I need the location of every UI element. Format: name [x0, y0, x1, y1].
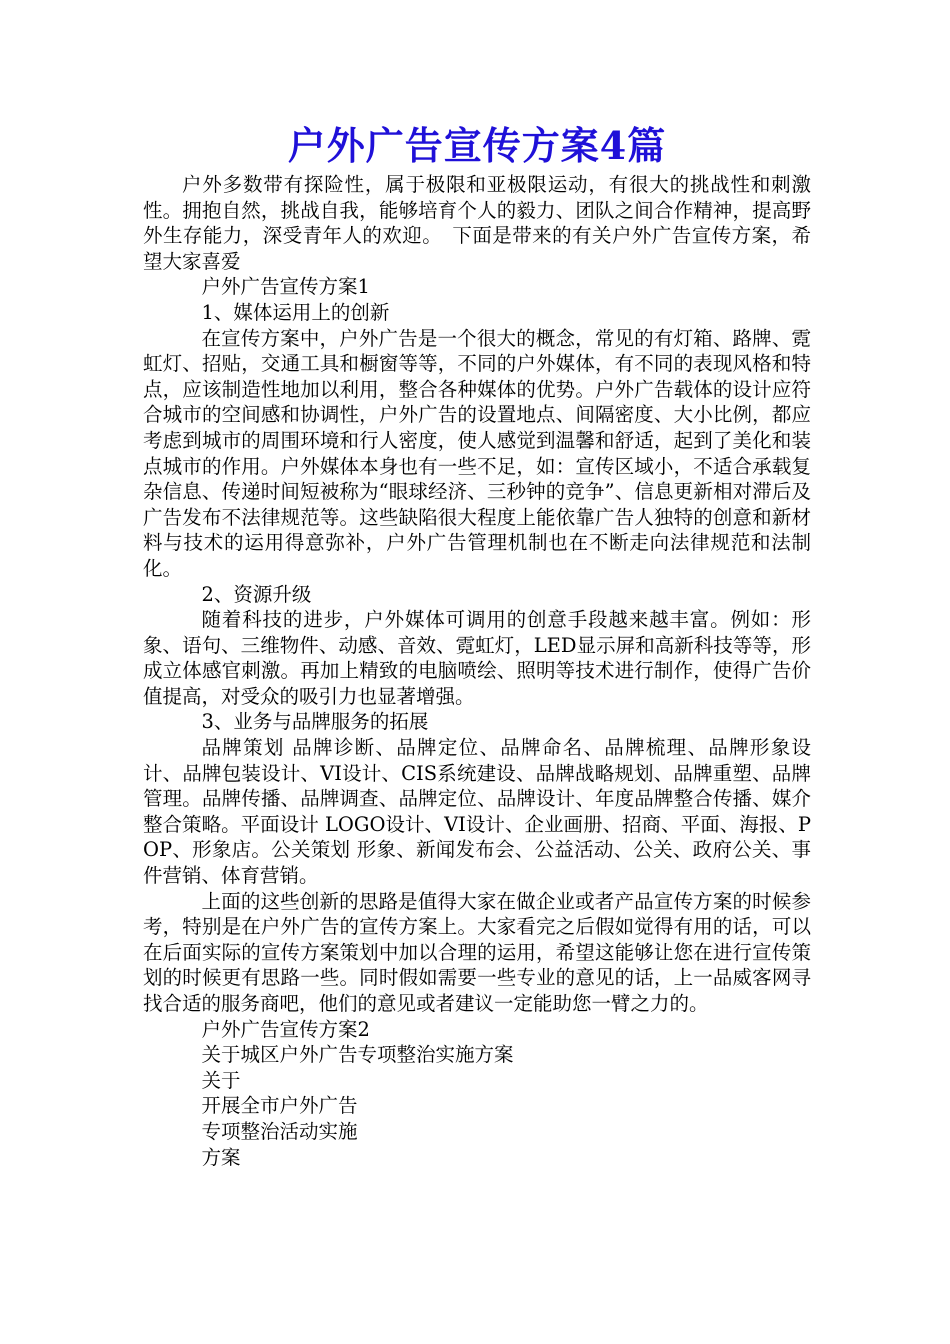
section-2-line-5: 方案: [201, 1145, 241, 1169]
section-1-paragraph-4: 上面的这些创新的思路是值得大家在做企业或者产品宣传方案的时候参考，特别是在户外广告的宣传方案上。大家看完之后假如觉得有用的话，可以在后面实际的宣传方案策划中加以合理的运用，希望这能够让您在进行宣传策划的时候更有思路一些。同时假如需要一些专业的意见的话，上一品威客网寻找合适的服务商吧，他们的意见或者建议一定能助您一臂之力的。: [143, 889, 811, 1015]
section-2-line-2: 关于: [201, 1068, 241, 1092]
document-title: 户外广告宣传方案4篇: [287, 123, 667, 168]
section-1-heading-1: 1、媒体运用上的创新: [201, 300, 390, 324]
section-2-line-1: 关于城区户外广告专项整治实施方案: [201, 1043, 514, 1067]
section-1-heading-2: 2、资源升级: [201, 582, 312, 606]
intro-paragraph: 户外多数带有探险性，属于极限和亚极限运动，有很大的挑战性和刺激性。拥抱自然，挑战自我，能够培育个人的毅力、团队之间合作精神，提高野外生存能力，深受青年人的欢迎。 下面是带来的有关户外广告宣传方案，希望大家喜爱: [143, 173, 811, 273]
section-1-title: 户外广告宣传方案1: [201, 275, 370, 299]
section-1-paragraph-3: 品牌策划 品牌诊断、品牌定位、品牌命名、品牌梳理、品牌形象设计、品牌包装设计、VI设计、CIS系统建设、品牌战略规划、品牌重塑、品牌管理。品牌传播、品牌调查、品牌定位、品牌设计、年度品牌整合传播、媒介整合策略。平面设计 LOGO设计、VI设计、企业画册、招商、平面、海报、POP、形象店。公关策划 形象、新闻发布会、公益活动、公关、政府公关、事件营销、体育营销。: [143, 736, 811, 888]
section-1-paragraph-2: 随着科技的进步，户外媒体可调用的创意手段越来越丰富。例如：形象、语句、三维物件、动感、音效、霓虹灯，LED显示屏和高新科技等等，形成立体感官刺激。再加上精致的电脑喷绘、照明等技术进行制作，使得广告价值提高，对受众的吸引力也显著增强。: [143, 608, 811, 708]
section-2-line-3: 开展全市户外广告: [201, 1094, 358, 1118]
document-page: [143, 120, 811, 1170]
section-2-title: 户外广告宣传方案2: [201, 1017, 370, 1041]
section-1-paragraph-1: 在宣传方案中，户外广告是一个很大的概念，常见的有灯箱、路牌、霓虹灯、招贴，交通工具和橱窗等等，不同的户外媒体，有不同的表现风格和特点，应该制造性地加以利用，整合各种媒体的优势。户外广告载体的设计应符合城市的空间感和协调性，户外广告的设置地点、间隔密度、大小比例，都应考虑到城市的周围环境和行人密度，使人感觉到温馨和舒适，起到了美化和装点城市的作用。户外媒体本身也有一些不足，如：宣传区域小，不适合承载复杂信息、传递时间短被称为“眼球经济、三秒钟的竞争”、信息更新相对滞后及广告发布不法律规范等。这些缺陷很大程度上能依靠广告人独特的创意和新材料与技术的运用得意弥补，户外广告管理机制也在不断走向法律规范和法制化。: [143, 326, 811, 580]
section-1-heading-3: 3、业务与品牌服务的拓展: [201, 710, 429, 734]
section-2-line-4: 专项整治活动实施: [201, 1119, 358, 1143]
